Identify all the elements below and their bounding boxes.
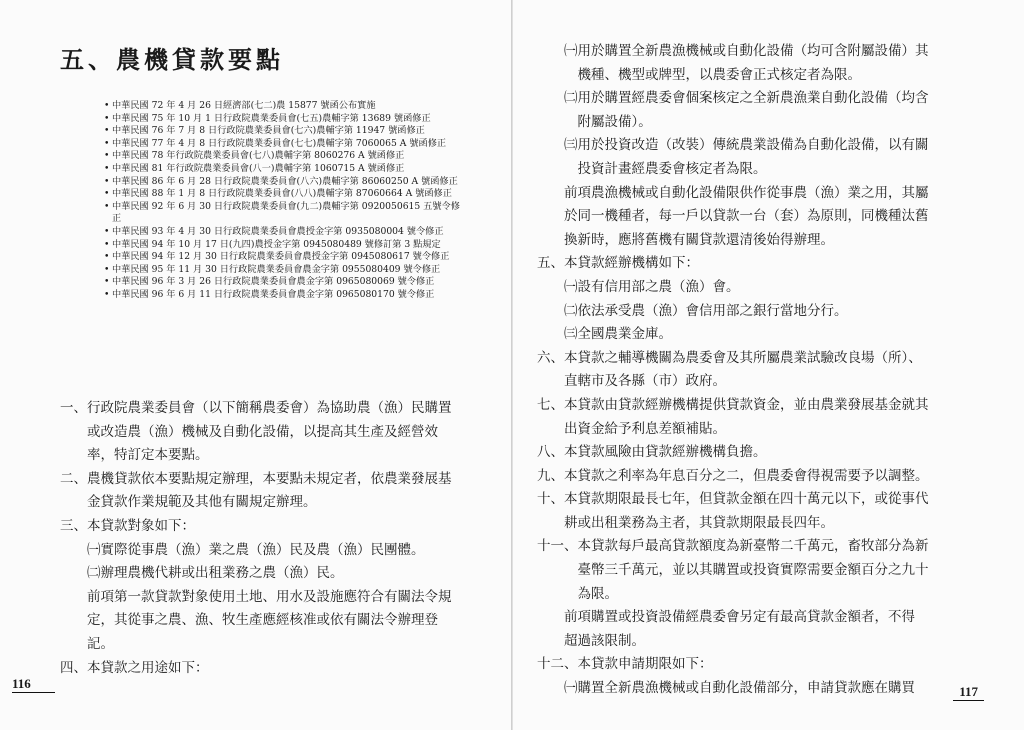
body-line: ㈡辦理農機代耕或出租業務之農（漁）民。 <box>60 565 344 582</box>
history-item: • 中華民國 72 年 4 月 26 日經濟部(七二)農 15877 號函公布實施 <box>104 100 468 113</box>
body-line: 七、本貸款由貸款經辦機構提供貸款資金，並由農業發展基金就其 <box>537 396 929 413</box>
history-item: • 中華民國 75 年 10 月 1 日行政院農業委員會(七五)農輔字第 13689 號函修正 <box>104 113 468 126</box>
body-line: 投資計畫經農委會核定者為限。 <box>537 160 767 177</box>
body-line: ㈠用於購置全新農漁機械或自動化設備（均可含附屬設備）其 <box>537 43 929 59</box>
history-item: • 中華民國 95 年 11 月 30 日行政院農業委員會農金字第 0955080409 號令修正 <box>104 264 468 277</box>
body-line: 前項農漁機械或自動化設備限供作從事農（漁）業之用，其屬 <box>537 184 929 201</box>
body-line: 超過該限制。 <box>537 632 645 649</box>
body-line: ㈢全國農業金庫。 <box>537 326 672 343</box>
body-line: 直轄市及各縣（市）政府。 <box>537 373 726 390</box>
body-line: 金貸款作業規範及其他有關規定辦理。 <box>60 494 317 511</box>
history-item: • 中華民國 76 年 7 月 8 日行政院農業委員會(七六)農輔字第 11947 號函修正 <box>104 125 468 138</box>
body-line: 前項第一款貸款對象使用土地、用水及設施應符合有關法令規 <box>60 588 452 605</box>
body-line: 耕或出租業務為主者，其貸款期限最長四年。 <box>537 514 834 531</box>
body-line: 五、本貸款經辦機構如下： <box>537 255 699 272</box>
page-number-left: 116 <box>12 676 55 693</box>
body-line: 出資金給予利息差額補貼。 <box>537 420 726 437</box>
history-item: • 中華民國 92 年 6 月 30 日行政院農業委員會(九二)農輔字第 0920050615 五號令修正 <box>104 201 468 226</box>
body-line: 六、本貸款之輔導機關為農委會及其所屬農業試驗改良場（所）、 <box>537 349 922 366</box>
body-line: 前項購置或投資設備經農委會另定有最高貸款金額者，不得 <box>537 609 915 626</box>
body-line: ㈠實際從事農（漁）業之農（漁）民及農（漁）民團體。 <box>60 541 425 558</box>
body-line: 或改造農（漁）機械及自動化設備，以提高其生產及經營效 <box>60 423 438 440</box>
body-line: ㈡用於購置經農委會個案核定之全新農漁業自動化設備（均含 <box>537 90 929 107</box>
history-item: • 中華民國 88 年 1 月 8 日行政院農業委員會(八八)農輔字第 87060664 A 號函修正 <box>104 188 468 201</box>
body-line: 臺幣三千萬元，並以其購置或投資實際需要金額百分之九十 <box>537 562 929 579</box>
history-item: • 中華民國 78 年行政院農業委員會(七八)農輔字第 8060276 A 號函修正 <box>104 150 468 163</box>
body-line: 二、農機貸款依本要點規定辦理，本要點未規定者，依農業發展基 <box>60 470 452 487</box>
body-line: 換新時，應將舊機有關貸款還清後始得辦理。 <box>537 231 834 248</box>
body-line: ㈠設有信用部之農（漁）會。 <box>537 278 740 295</box>
right-body-text <box>537 40 957 701</box>
left-body-text <box>60 397 470 680</box>
page-number-right: 117 <box>953 684 984 701</box>
section-title: 五、農機貸款要點 <box>60 45 284 74</box>
history-item: • 中華民國 96 年 6 月 11 日行政院農業委員會農金字第 0965080170 號令修正 <box>104 289 468 302</box>
body-line: 十一、本貸款每戶最高貸款額度為新臺幣二千萬元，畜牧部分為新 <box>537 538 929 555</box>
body-line: 一、行政院農業委員會（以下簡稱農委會）為協助農（漁）民購置 <box>60 400 452 416</box>
body-line: 率，特訂定本要點。 <box>60 447 209 464</box>
amendment-history <box>104 100 468 302</box>
right-page <box>512 0 1024 730</box>
history-item: • 中華民國 94 年 10 月 17 日(九四)農授金字第 0945080489 號修訂第 3 點規定 <box>104 239 468 252</box>
body-line: 記。 <box>60 635 114 652</box>
body-line: 定，其從事之農、漁、牧生產應經核准或依有關法令辦理登 <box>60 612 438 629</box>
body-line: 十、本貸款期限最長七年，但貸款金額在四十萬元以下，或從事代 <box>537 491 929 508</box>
body-line: ㈢用於投資改造（改裝）傳統農業設備為自動化設備，以有關 <box>537 137 929 154</box>
body-line: 三、本貸款對象如下： <box>60 517 195 534</box>
body-line: 四、本貸款之用途如下： <box>60 659 209 676</box>
body-line: ㈡依法承受農（漁）會信用部之銀行當地分行。 <box>537 302 848 319</box>
body-line: 為限。 <box>537 585 618 602</box>
body-line: 十二、本貸款申請期限如下： <box>537 656 713 673</box>
body-line: 於同一機種者，每一戶以貸款一台（套）為原則，同機種汰舊 <box>537 208 929 225</box>
history-item: • 中華民國 86 年 6 月 28 日行政院農業委員會(八六)農輔字第 86060250 A 號函修正 <box>104 176 468 189</box>
history-item: • 中華民國 77 年 4 月 8 日行政院農業委員會(七七)農輔字第 7060065 A 號函修正 <box>104 138 468 151</box>
history-item: • 中華民國 96 年 3 月 26 日行政院農業委員會農金字第 0965080069 號令修正 <box>104 276 468 289</box>
body-line: 八、本貸款風險由貸款經辦機構負擔。 <box>537 444 767 461</box>
body-line: 九、本貸款之利率為年息百分之二，但農委會得視需要予以調整。 <box>537 467 929 484</box>
body-line: ㈠購置全新農漁機械或自動化設備部分，申請貸款應在購買 <box>537 680 915 697</box>
history-item: • 中華民國 81 年行政院農業委員會(八一)農輔字第 1060715 A 號函修正 <box>104 163 468 176</box>
history-item: • 中華民國 94 年 12 月 30 日行政院農業委員會農授金字第 0945080617 號令修正 <box>104 251 468 264</box>
body-line: 機種、機型或牌型，以農委會正式核定者為限。 <box>537 66 861 83</box>
body-line: 附屬設備）。 <box>537 113 652 130</box>
history-item: • 中華民國 93 年 4 月 30 日行政院農業委員會農授金字第 0935080004 號令修正 <box>104 226 468 239</box>
